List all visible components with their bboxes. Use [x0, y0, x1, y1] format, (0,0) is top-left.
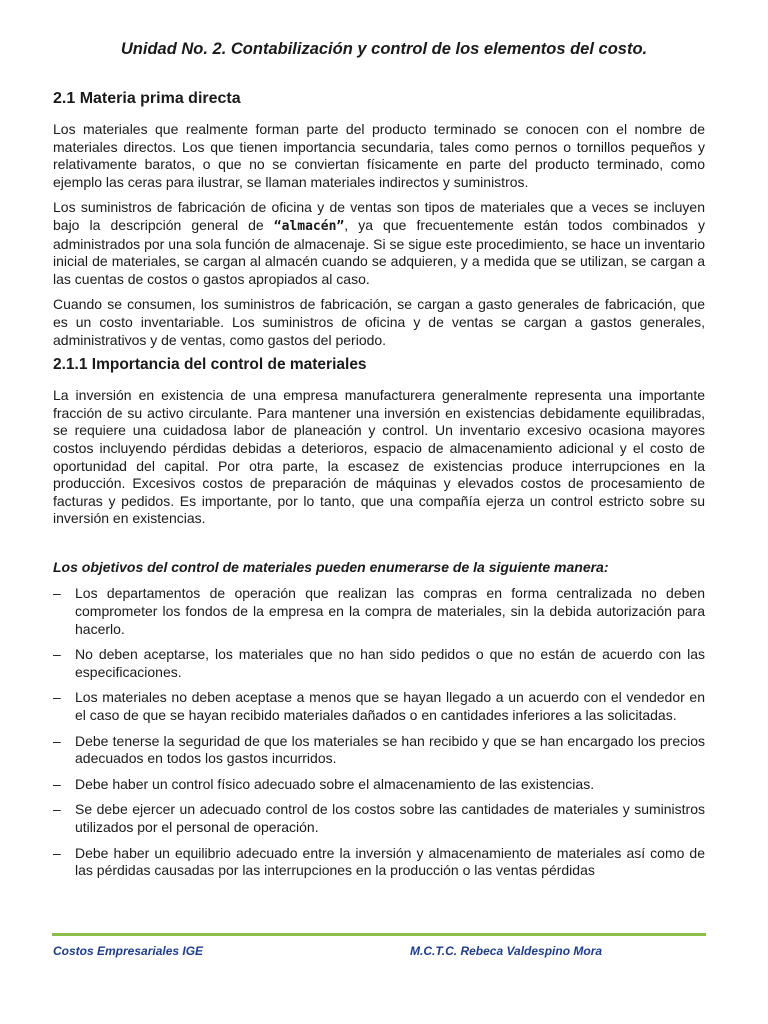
section-heading-2-1-1: 2.1.1 Importancia del control de materiales: [53, 356, 367, 374]
paragraph: [53, 199, 705, 288]
paragraph-text: Los suministros de fabricación de oficina y de ventas son tipos de materiales que a veces se incluyen bajo la descripción general de: [53, 199, 705, 233]
dash-bullet: –: [53, 732, 61, 749]
dash-bullet: –: [53, 689, 61, 706]
paragraph: La inversión en existencia de una empresa manufacturera generalmente representa una importante fracción de su activo circulante. Para mantener una inversión en existencias debidamente equilibradas, se requiere una cuidadosa labor de planeación y control. Un inventario excesivo ocasiona mayores costos incluyendo pérdidas debidas a deterioros, espacio de almacenamiento adicional y el costo de oportunidad del capital. Por otra parte, la escasez de existencias produce interrupciones en la producción. Excesivos costos de preparación de máquinas y elevados costos de procesamiento de facturas y pedidos. Es importante, por lo tanto, que una compañía ejerza un control estricto sobre su inversión en existencias.: [53, 387, 705, 527]
section-heading-2-1: 2.1 Materia prima directa: [53, 90, 241, 107]
almacen-term: “almacén”: [273, 218, 345, 234]
paragraph: Cuando se consumen, los suministros de fabricación, se cargan a gasto generales de fabricación, que es un costo inventariable. Los suministros de oficina y de ventas se cargan a gastos generales, administrativos y de ventas, como gastos del periodo.: [53, 296, 705, 348]
objectives-heading: Los objetivos del control de materiales pueden enumerarse de la siguiente manera:: [53, 558, 609, 575]
list-item-text: Se debe ejercer un adecuado control de los costos sobre las cantidades de materiales y suministros utilizados por el personal de operación.: [75, 801, 705, 835]
list-item: [53, 801, 705, 836]
list-item: [53, 733, 705, 768]
list-item-text: Debe haber un control físico adecuado sobre el almacenamiento de las existencias.: [75, 775, 595, 792]
list-item: [53, 689, 705, 724]
document-title: Unidad No. 2. Contabilización y control de los elementos del costo.: [120, 40, 648, 58]
footer-author-name: M.C.T.C. Rebeca Valdespino Mora: [410, 944, 603, 958]
list-item-text: No deben aceptarse, los materiales que no han sido pedidos o que no están de acuerdo con las especificaciones.: [75, 646, 705, 680]
dash-bullet: –: [53, 775, 61, 792]
list-item-text: Los departamentos de operación que realizan las compras en forma centralizada no deben comprometer los fondos de la empresa en la compra de materiales, sin la debida autorización para hacerlo.: [75, 585, 705, 637]
list-item: [53, 845, 705, 880]
list-item-text: Debe tenerse la seguridad de que los materiales se han recibido y que se han encargado los precios adecuados en todos los gastos incurridos.: [75, 732, 705, 767]
dash-bullet: –: [53, 646, 61, 663]
objectives-list: [53, 585, 705, 879]
document-body: [53, 89, 705, 888]
list-item: [53, 646, 705, 681]
list-item: [53, 776, 705, 794]
footer-divider: [52, 933, 706, 936]
paragraph: Los materiales que realmente forman parte del producto terminado se conocen con el nombre de materiales directos. Los que tienen importancia secundaria, tales como pernos o tornillos pequeños y relativamente baratos, o que no se conviertan físicamente en parte del producto terminado, como ejemplo las ceras para ilustrar, se llaman materiales indirectos y suministros.: [53, 121, 705, 190]
footer-course-name: Costos Empresariales IGE: [53, 944, 204, 958]
dash-bullet: –: [53, 585, 61, 602]
dash-bullet: –: [53, 801, 61, 818]
list-item-text: Los materiales no deben aceptase a menos que se hayan llegado a un acuerdo con el vendedor en el caso de que se hayan recibido materiales dañados o en cantidades inferiores a las solicitadas.: [75, 689, 705, 724]
list-item: [53, 585, 705, 638]
paragraph-text: , ya que frecuentemente están todos combinados y administrados por una sola función de almacenaje. Si se sigue este procedimiento, se hace un inventario inicial de materiales, se cargan al almacén cuando se adquieren, y a medida que se utilizan, se cargan a las cuentas de costos o gastos apropiados al caso.: [53, 216, 705, 287]
list-item-text: Debe haber un equilibrio adecuado entre la inversión y almacenamiento de materiales así como de las pérdidas causadas por las interrupciones en la producción o las ventas pérdidas: [75, 844, 705, 879]
dash-bullet: –: [53, 844, 61, 861]
